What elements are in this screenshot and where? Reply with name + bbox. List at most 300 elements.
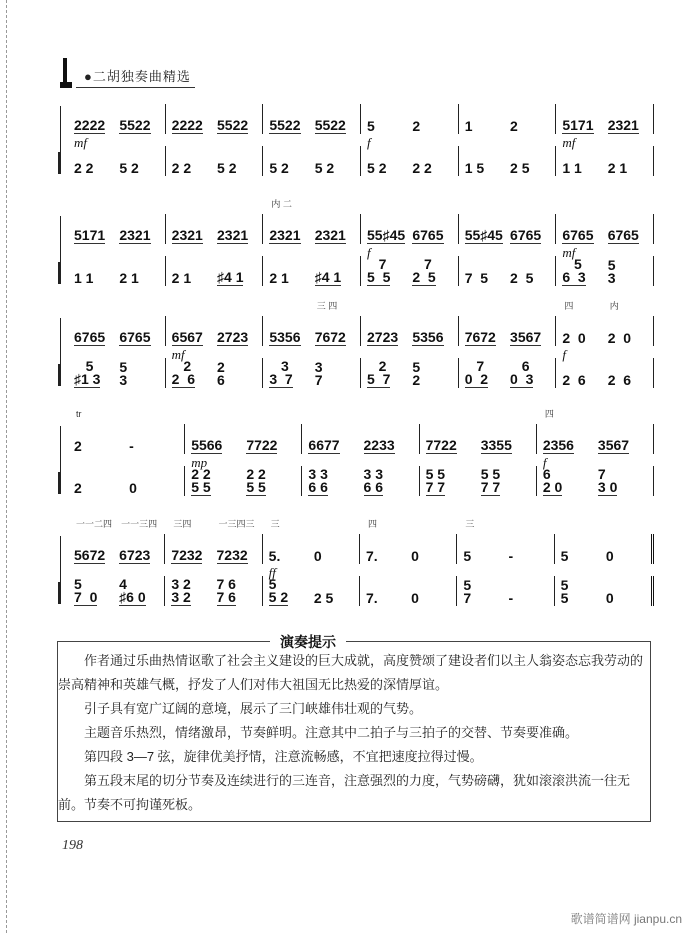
note-group: 2321 [314, 227, 346, 243]
note-group: 3 3 6 6 [363, 466, 383, 495]
note-group: 6723 [119, 547, 151, 563]
note-group: 3567 [510, 329, 542, 345]
note-group: 2 6 [607, 372, 632, 388]
beat [606, 576, 651, 606]
fingering-annotation: 一一二四 [76, 519, 113, 529]
beat [562, 214, 607, 260]
staff-brace [60, 318, 67, 382]
beat [481, 424, 536, 454]
measure [68, 519, 165, 564]
measure [556, 146, 654, 176]
lower-staff [68, 576, 654, 606]
beat [216, 519, 262, 564]
beat [74, 316, 119, 346]
beat [366, 576, 411, 606]
beat [367, 256, 412, 286]
note-group: 2 0 [562, 330, 586, 346]
note-group: 5 [560, 548, 569, 564]
measure [361, 256, 459, 286]
note-group: 7 6 7 6 [216, 576, 236, 605]
beat [74, 409, 129, 454]
beat [510, 358, 555, 388]
fingering-annotation: 内 [609, 301, 619, 311]
measure [68, 256, 166, 286]
measure [302, 424, 419, 454]
beat [510, 256, 555, 286]
beat [308, 466, 363, 496]
beat [217, 146, 262, 176]
beat [74, 466, 129, 496]
note-group: 6765 [412, 227, 444, 243]
note-group: 5 2 [119, 160, 139, 176]
beat [217, 358, 262, 388]
beat [315, 146, 360, 176]
tips-title: 演奏提示 [270, 632, 346, 652]
note-group: 6677 [308, 437, 340, 453]
note-group: 3 3 7 [269, 358, 293, 387]
beat [315, 256, 360, 286]
beat [119, 358, 164, 388]
note-group: 5356 [412, 329, 444, 345]
note-group: 3 7 [314, 359, 323, 388]
note-group: 7672 [314, 329, 346, 345]
beat [607, 301, 653, 346]
beat [172, 104, 217, 134]
beat [465, 316, 510, 346]
fingering-annotation: tr [76, 409, 82, 419]
beat [269, 576, 314, 606]
dynamic-marking: mf [562, 135, 576, 150]
beat [314, 301, 360, 346]
measure [556, 358, 654, 388]
note-group: 2 2 [171, 160, 192, 176]
beat [465, 214, 510, 244]
measure [263, 576, 360, 606]
beat [481, 466, 536, 496]
note-group: 2222 [74, 117, 106, 133]
tips-paragraph: 第五段末尾的切分节奏及连续进行的三连音，注意强烈的力度，气势磅礴，犹如滚滚洪流一往无前。节奏不可拘谨死板。 [58, 773, 631, 812]
measure [263, 358, 361, 388]
measure [263, 104, 361, 134]
beat [74, 214, 119, 244]
lower-staff [68, 358, 654, 388]
note-group: 7 0 2 [464, 358, 489, 387]
note-group: 2321 [269, 227, 301, 243]
note-group: 5356 [269, 329, 301, 345]
measure [166, 104, 264, 134]
measure [68, 409, 185, 454]
measure [166, 214, 264, 244]
beat [561, 534, 606, 564]
beat [364, 466, 419, 496]
book-title: ●二胡独奏曲精选 [76, 66, 195, 88]
beat [412, 256, 457, 286]
note-group: 5 3 [119, 359, 128, 388]
note-group: 5 7 [463, 577, 472, 606]
fingering-annotation: 内 二 [271, 199, 292, 209]
note-group: 7 5 [464, 270, 489, 286]
note-group: 0 [605, 548, 614, 564]
note-group: 5522 [119, 117, 151, 133]
note-group: 2356 [542, 437, 574, 453]
beat [74, 104, 119, 150]
page-number: 198 [62, 838, 83, 853]
note-group: 5522 [314, 117, 346, 133]
beat [74, 146, 119, 176]
beat [171, 519, 216, 564]
beat [608, 104, 653, 134]
dynamic-marking: f [562, 347, 566, 362]
beat [269, 316, 314, 346]
staff-brace [60, 536, 67, 600]
beat [74, 519, 119, 564]
beat [367, 214, 412, 260]
beat [411, 534, 456, 564]
beat [412, 358, 457, 388]
dynamic-marking: mf [171, 347, 185, 362]
measure [537, 409, 654, 470]
beat [598, 466, 653, 496]
beat [191, 466, 246, 496]
note-group: 2 [74, 438, 82, 454]
staff-brace [60, 426, 67, 490]
note-group: 5 5 7 7 [480, 466, 501, 495]
note-group: 6765 [607, 227, 639, 243]
measure [420, 424, 537, 454]
beat [269, 358, 314, 388]
upper-staff [68, 104, 654, 150]
upper-staff [68, 409, 654, 470]
beat [129, 466, 184, 496]
note-group: 3 2 3 2 [171, 576, 191, 605]
beat [608, 256, 653, 286]
measure [263, 519, 360, 580]
upper-staff [68, 519, 654, 580]
measure [459, 358, 557, 388]
note-group: 6 2 0 [542, 466, 563, 495]
beat [74, 256, 119, 286]
beat [562, 104, 607, 150]
note-group: 2 6 [217, 359, 225, 388]
note-group: - [129, 438, 134, 454]
beat [367, 316, 412, 346]
note-group: 0 [313, 548, 322, 564]
fingering-annotation: 三 [270, 519, 280, 529]
measure [556, 256, 654, 286]
measure [555, 534, 654, 564]
note-group: 2 2 [412, 160, 432, 176]
measure [166, 316, 264, 362]
beat [268, 519, 314, 580]
note-group: 2 1 [607, 160, 628, 176]
beat [508, 576, 553, 606]
measure [263, 256, 361, 286]
note-group: 5 2 [412, 359, 421, 388]
scan-edge [6, 0, 8, 933]
note-group: 2 1 [269, 270, 289, 286]
book-header [60, 58, 195, 88]
beat [412, 214, 457, 244]
beat [562, 146, 607, 176]
beat [217, 214, 262, 244]
beat [411, 576, 456, 606]
beat [365, 519, 411, 564]
measure [556, 214, 654, 260]
measure [263, 199, 361, 244]
measure [361, 214, 459, 260]
beat [508, 534, 553, 564]
beat [171, 316, 217, 362]
dynamic-marking: f [367, 245, 371, 260]
fingering-annotation: 一一三四 [121, 519, 158, 529]
measure [537, 466, 654, 496]
beat [217, 256, 262, 286]
note-group: 3 3 6 6 [308, 466, 328, 495]
beat [510, 316, 555, 346]
note-group: 2 [412, 118, 421, 134]
dynamic-marking: f [542, 455, 547, 470]
measure [68, 466, 185, 496]
measure [68, 316, 166, 346]
beat [412, 146, 457, 176]
note-group: 2 5 [313, 590, 334, 606]
measure [165, 576, 262, 606]
beat [510, 146, 555, 176]
note-group: 2 1 [119, 270, 139, 286]
note-group: 5522 [217, 117, 249, 133]
lower-staff [68, 146, 654, 176]
note-group: 6765 [74, 329, 106, 345]
note-group: 2 [510, 118, 518, 134]
note-group: 7232 [216, 547, 248, 563]
beat [74, 358, 119, 388]
beat [562, 256, 607, 286]
upper-staff [68, 199, 654, 260]
erhu-logo-icon [60, 58, 72, 88]
note-group: 2 1 [171, 270, 192, 286]
measure [68, 214, 166, 244]
note-group: 2 2 [74, 160, 94, 176]
fingering-annotation: 四 [367, 519, 377, 529]
tips-paragraph: 第四段 3—7 弦，旋律优美抒情，注意流畅感，不宜把速度拉得过慢。 [84, 749, 483, 764]
beat [426, 466, 481, 496]
beat [315, 104, 360, 134]
note-group: 2 5 [510, 270, 534, 286]
dynamic-marking: mp [191, 455, 208, 470]
note-group: 6765 [510, 227, 542, 243]
beat [608, 214, 653, 244]
measure [361, 358, 459, 388]
measure [185, 466, 302, 496]
fingering-annotation: 三 [465, 519, 475, 529]
dynamic-marking: f [367, 135, 371, 150]
fingering-annotation: 四 [544, 409, 554, 419]
measure [459, 316, 557, 346]
note-group: 7722 [246, 437, 278, 453]
note-group: - [508, 548, 514, 564]
note-group: 5 2 [314, 160, 335, 176]
beat [465, 256, 510, 286]
beat [119, 519, 164, 564]
dynamic-marking: ff [268, 565, 276, 580]
note-group: 5 ♯1 3 [74, 358, 101, 387]
upper-staff [68, 301, 654, 362]
beat [562, 301, 607, 362]
note-group: 5 2 [367, 160, 387, 176]
beat [171, 576, 216, 606]
note-group: 2321 [217, 227, 249, 243]
measure [68, 146, 166, 176]
beat [119, 104, 164, 134]
note-group: 2321 [171, 227, 203, 243]
measure [555, 576, 654, 606]
beat [426, 424, 481, 454]
note-group: 5 6 3 [562, 256, 586, 285]
note-group: 3355 [480, 437, 512, 453]
beat [172, 256, 217, 286]
fingering-annotation: 四 [564, 301, 574, 311]
beat [246, 466, 301, 496]
note-group: 2 5 7 [367, 358, 391, 387]
performance-tips-box [57, 641, 651, 822]
note-group: 2723 [217, 329, 249, 345]
beat [542, 409, 598, 470]
measure [68, 576, 165, 606]
beat [314, 576, 359, 606]
note-group: 6 0 3 [510, 358, 534, 387]
beat [562, 358, 607, 388]
note-group: 5522 [269, 117, 301, 133]
note-group: 5 5 2 [268, 576, 289, 605]
note-group: 7 5 5 [367, 256, 391, 285]
note-group: 2321 [119, 227, 151, 243]
note-group: 0 [129, 480, 137, 496]
lower-staff [68, 466, 654, 496]
note-group: 1 1 [562, 160, 582, 176]
measure [166, 146, 264, 176]
note-group: 55♯45 [367, 227, 406, 243]
beat [598, 424, 653, 454]
note-group: 2 2 5 5 [246, 466, 266, 495]
note-group: 5 7 0 [74, 576, 98, 605]
measure [556, 301, 654, 362]
beat [412, 104, 457, 134]
measure [360, 519, 457, 564]
note-group: 2 6 [562, 372, 586, 388]
note-group: 5 3 [607, 257, 616, 286]
measure [556, 104, 654, 150]
measure [166, 358, 264, 388]
beat [119, 256, 164, 286]
note-group: 0 [605, 590, 614, 606]
beat [463, 519, 508, 564]
note-group: 5566 [191, 437, 223, 453]
measure [459, 214, 557, 244]
measure [68, 358, 166, 388]
beat [412, 316, 457, 346]
measure [420, 466, 537, 496]
measure [166, 256, 264, 286]
beat [172, 214, 217, 244]
beat [543, 466, 598, 496]
measure [459, 256, 557, 286]
note-group: 5 [367, 118, 375, 134]
measure [457, 519, 554, 564]
beat [510, 104, 555, 134]
note-group: 2 2 5 5 [191, 466, 211, 495]
measure [361, 316, 459, 346]
note-group: 2723 [367, 329, 399, 345]
beat [315, 214, 360, 244]
beat [510, 214, 555, 244]
note-group: 7. [365, 590, 378, 606]
note-group: 3567 [597, 437, 630, 453]
note-group: 5 5 7 7 [425, 466, 446, 495]
beat [269, 199, 314, 244]
note-group: 1 [464, 118, 473, 134]
fingering-annotation: 一三四三 [218, 519, 255, 529]
beat [119, 214, 164, 244]
fingering-annotation: 三 四 [316, 301, 338, 311]
measure [302, 466, 419, 496]
measure [459, 146, 557, 176]
measure [185, 424, 302, 470]
note-group: 7672 [464, 329, 496, 345]
note-group: 7 2 5 [412, 256, 436, 285]
tips-paragraph: 主题音乐热烈，情绪激昂，节奏鲜明。注意其中二拍子与三拍子的交替、节奏要准确。 [84, 725, 579, 740]
note-group: 2222 [171, 117, 203, 133]
lower-staff [68, 256, 654, 286]
tips-paragraph: 作者通过乐曲热情讴歌了社会主义建设的巨大成就，高度赞颂了建设者们以主人翁姿态忘我劳动的崇高精神和英雄气概，抒发了人们对伟大祖国无比热爱的深情厚谊。 [58, 653, 644, 692]
measure [165, 519, 262, 564]
note-group: 5672 [74, 547, 106, 563]
beat [119, 576, 164, 606]
note-group: 2 0 [607, 330, 632, 346]
note-group: 7. [365, 548, 378, 564]
note-group: 5171 [562, 117, 594, 133]
dynamic-marking: mf [74, 135, 87, 150]
note-group: 2233 [363, 437, 395, 453]
measure [263, 301, 361, 346]
beat [364, 424, 419, 454]
beat [367, 358, 412, 388]
note-group: 2321 [607, 117, 639, 133]
note-group: 7 3 0 [597, 466, 618, 495]
note-group: 4 ♯6 0 [119, 576, 146, 605]
note-group: 55♯45 [464, 227, 503, 243]
note-group: 5. [268, 548, 281, 564]
note-group: 2 [74, 480, 82, 496]
beat [172, 358, 217, 388]
note-group: 1 1 [74, 270, 94, 286]
measure [360, 576, 457, 606]
beat [269, 146, 314, 176]
note-group: 7232 [171, 547, 203, 563]
beat [269, 256, 314, 286]
beat [465, 146, 510, 176]
beat [217, 576, 262, 606]
note-group: - [508, 590, 514, 606]
note-group: 5171 [74, 227, 106, 243]
beat [314, 534, 359, 564]
measure [68, 104, 166, 150]
note-group: ♯4 1 [314, 269, 342, 285]
watermark: 歌谱简谱网 jianpu.cn [570, 912, 682, 926]
beat [129, 424, 184, 454]
beat [119, 146, 164, 176]
note-group: 2 5 [510, 160, 530, 176]
note-group: 5 2 [217, 160, 237, 176]
